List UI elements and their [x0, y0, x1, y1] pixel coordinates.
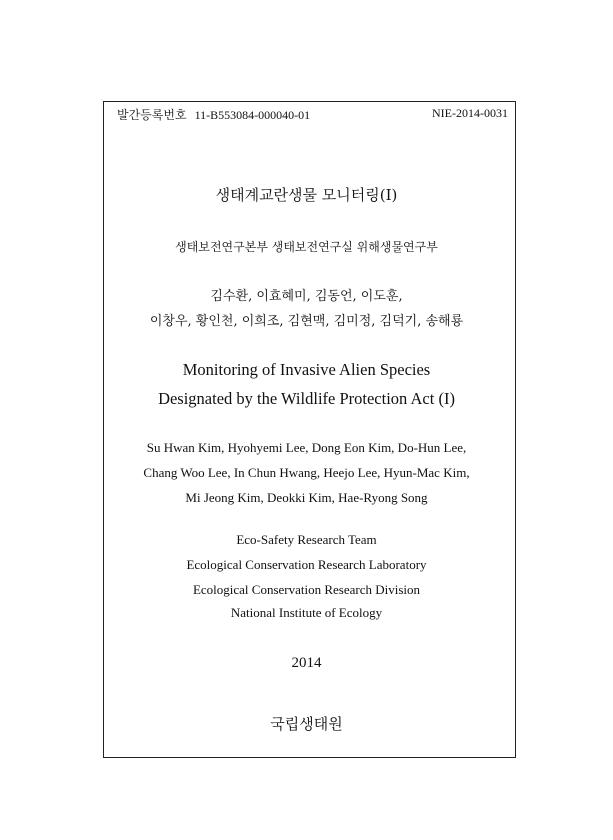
registration-code: 11-B553084-000040-01 — [194, 108, 311, 122]
korean-authors-line-1: 김수환, 이효혜미, 김동언, 이도훈, — [210, 289, 403, 304]
english-title-line-1: Monitoring of Invasive Alien Species — [182, 360, 431, 379]
english-title-line-2: Designated by the Wildlife Protection Act (I) — [158, 389, 455, 408]
english-authors-line-3: Mi Jeong Kim, Deokki Kim, Hae-Ryong Song — [185, 490, 428, 505]
org-team: Eco-Safety Research Team — [236, 532, 377, 547]
publisher-name: 국립생태원 — [270, 715, 343, 733]
korean-title: 생태계교란생물 모니터링(I) — [215, 186, 398, 204]
registration-number — [117, 106, 310, 123]
korean-department: 생태보전연구본부 생태보전연구실 위해생물연구부 — [175, 240, 438, 254]
org-laboratory: Ecological Conservation Research Laboratory — [186, 557, 427, 572]
english-authors-line-2: Chang Woo Lee, In Chun Hwang, Heejo Lee, Hyun-Mac Kim, — [143, 465, 470, 480]
org-institute: National Institute of Ecology — [230, 605, 383, 620]
org-division: Ecological Conservation Research Division — [192, 582, 421, 597]
report-code: NIE-2014-0031 — [432, 106, 508, 120]
publication-year: 2014 — [291, 655, 322, 671]
registration-label: 발간등록번호 — [117, 108, 187, 122]
korean-authors-line-2: 이창우, 황인천, 이희조, 김현맥, 김미정, 김덕기, 송해룡 — [149, 314, 464, 329]
english-authors-line-1: Su Hwan Kim, Hyohyemi Lee, Dong Eon Kim, Do-Hun Lee, — [146, 440, 467, 455]
